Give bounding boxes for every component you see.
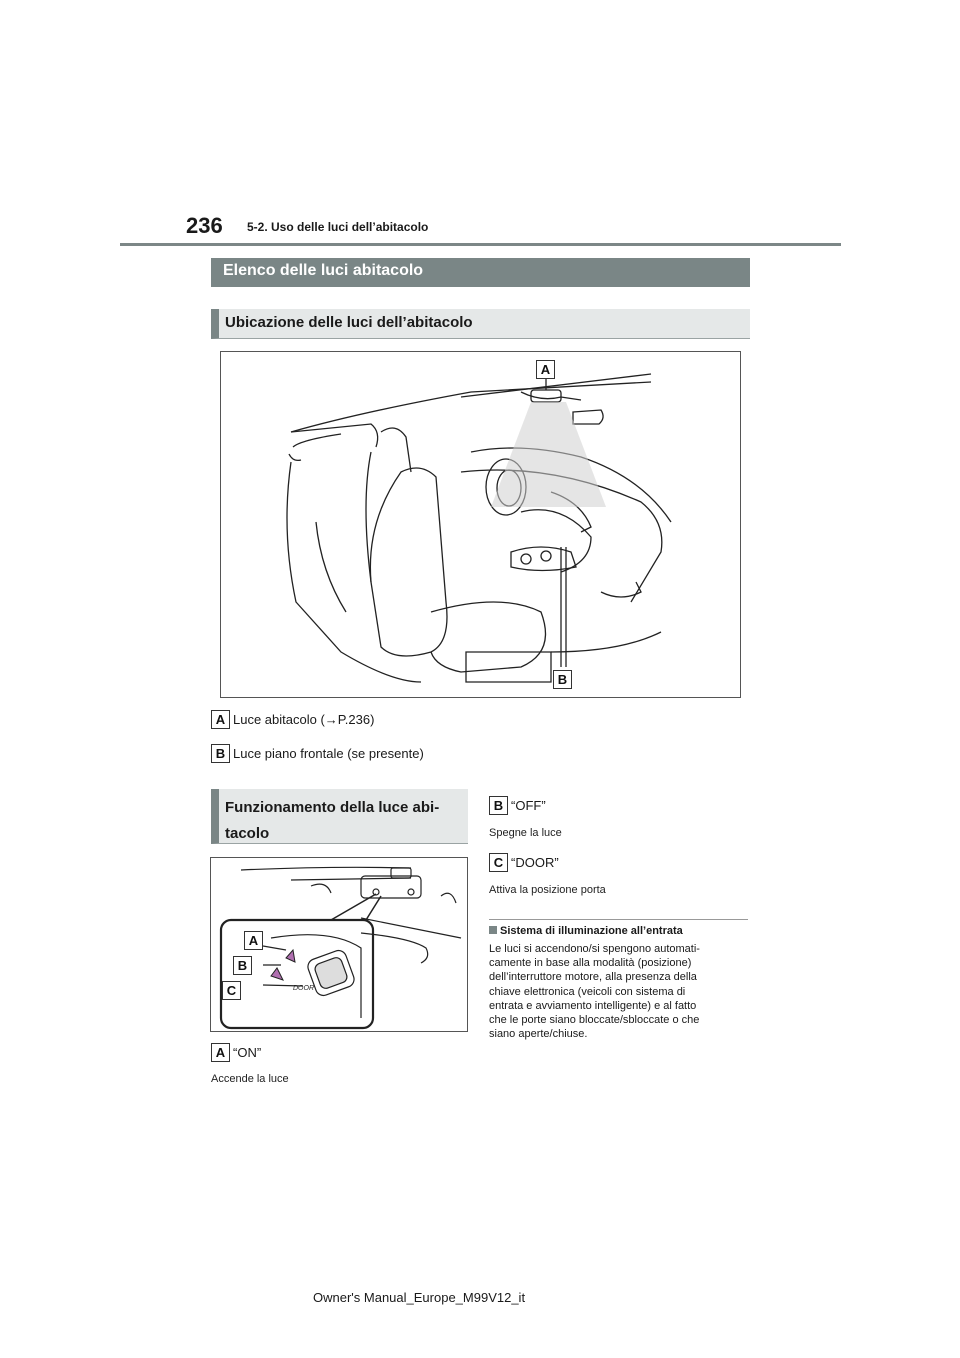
entry-system-body: Le luci si accendono/si spengono automati- camente in base alla modalità (posizione) dell’interruttore motore, alla presenza della chiave elettronica (veicoli con sistema di entrata e avviamento intelligente) e al fatto che le porte siano bloccate/sbloccate o che siano aperte/chiuse. xyxy=(489,943,700,1041)
figure1-label-b: B xyxy=(553,670,572,689)
mode-c-tag: C xyxy=(489,853,508,872)
square-bullet-icon xyxy=(489,926,497,934)
mode-b-tag: B xyxy=(489,796,508,815)
mode-c-title: “DOOR” xyxy=(511,855,559,870)
footer-text: Owner's Manual_Europe_M99V12_it xyxy=(313,1290,526,1305)
section-title: 5-2. Uso delle luci dell’abitacolo xyxy=(247,220,429,234)
mode-b-title: “OFF” xyxy=(511,798,546,813)
entry-system-title: Sistema di illuminazione all’entrata xyxy=(500,925,683,937)
operation-heading-band xyxy=(211,789,468,844)
figure2-label-a: A xyxy=(244,931,263,950)
mode-a-tag: A xyxy=(211,1043,230,1062)
legend-text-a: Luce abitacolo (→P.236) xyxy=(233,712,375,727)
figure2-label-b: B xyxy=(233,956,252,975)
figure2-label-c: C xyxy=(222,981,241,1000)
legend-tag-a: A xyxy=(211,710,230,729)
figure1-label-a: A xyxy=(536,360,555,379)
location-heading: Ubicazione delle luci dell’abitacolo xyxy=(225,314,473,331)
entry-system-heading xyxy=(489,925,683,937)
cabin-drawing xyxy=(221,352,740,697)
switch-door-text: DOOR xyxy=(293,985,314,992)
operation-heading: Funzionamento della luce abi- tacolo xyxy=(225,799,440,842)
legend-text-b: Luce piano frontale (se presente) xyxy=(233,746,424,761)
mode-a-title: “ON” xyxy=(233,1045,262,1060)
location-heading-band xyxy=(211,309,750,339)
cabin-illustration xyxy=(220,351,741,698)
main-heading: Elenco delle luci abitacolo xyxy=(223,262,424,279)
main-heading-band xyxy=(211,258,750,287)
header-rule xyxy=(120,243,841,246)
mode-c-desc: Attiva la posizione porta xyxy=(489,884,606,896)
mode-a-desc: Accende la luce xyxy=(211,1073,289,1085)
mode-b-desc: Spegne la luce xyxy=(489,827,562,839)
entry-system-rule xyxy=(489,919,748,920)
page-number: 236 xyxy=(186,213,223,238)
legend-tag-b: B xyxy=(211,744,230,763)
switch-illustration xyxy=(210,857,468,1032)
